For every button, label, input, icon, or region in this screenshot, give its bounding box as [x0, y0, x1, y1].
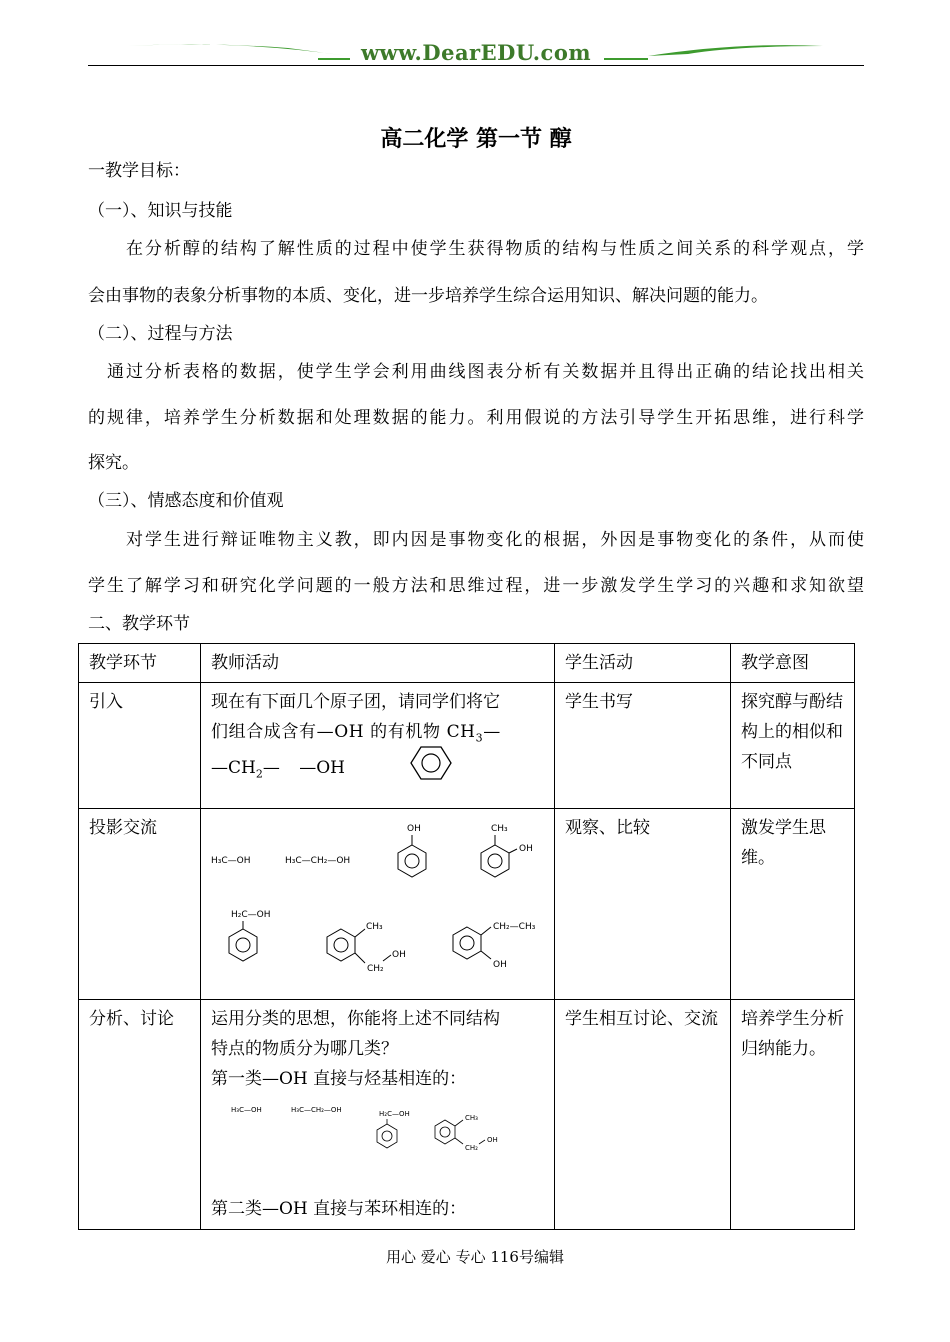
- ethyl-label: CH₂—CH₃: [493, 922, 536, 932]
- document-title: 高二化学 第一节 醇: [380, 126, 572, 152]
- process-para-line2: 的规律，培养学生分析数据和处理数据的能力。利用假说的方法引导学生开拓思维，进行科学: [88, 408, 864, 428]
- teacher-text-line: $—CH_2—$ —OH: [211, 753, 544, 791]
- cresol-ch3-label: CH₃: [491, 824, 508, 834]
- benzyl-label: H₂C—OH: [379, 1110, 410, 1118]
- emotion-heading: （三）、情感态度和价值观: [88, 491, 284, 511]
- ethylphenol-oh-label: OH: [493, 960, 507, 970]
- ch2-label: CH₂: [367, 964, 384, 974]
- teacher-text-line: 们组合成含有—OH 的有机物 $CH_3—$: [211, 722, 501, 745]
- page-footer: 用心 爱心 专心 116号编辑: [386, 1248, 564, 1266]
- knowledge-heading: （一）、知识与技能: [88, 201, 233, 221]
- oh-label: OH: [487, 1136, 498, 1144]
- methanol-label: H₃C—OH: [231, 1106, 262, 1114]
- table-header-cell: 教师活动: [201, 644, 555, 683]
- benzene-ring-icon: [409, 743, 453, 783]
- teacher-text-line: 第一类—OH 直接与烃基相连的：: [211, 1069, 467, 1089]
- ch2-label: CH₂: [465, 1144, 478, 1152]
- emotion-para-line2: 学生了解学习和研究化学问题的一般方法和思维过程，进一步激发学生学习的兴趣和求知欲望: [88, 576, 864, 596]
- intent-cell: 探究醇与酚结构上的相似和不同点: [731, 683, 855, 809]
- teacher-text-line: 现在有下面几个原子团，请同学们将它: [211, 692, 500, 712]
- emotion-para-line1: 对学生进行辩证唯物主义教，即内因是事物变化的根据，外因是事物变化的条件，从而使: [126, 530, 864, 550]
- page-header: [88, 38, 864, 68]
- student-cell: 学生相互讨论、交流: [555, 1000, 731, 1230]
- process-heading: （二）、过程与方法: [88, 324, 233, 344]
- knowledge-para-line1: 在分析醇的结构了解性质的过程中使学生获得物质的结构与性质之间关系的科学观点，学: [126, 239, 864, 259]
- first-class-structures: [211, 1094, 541, 1184]
- oh-label: OH: [392, 950, 406, 960]
- phenol-oh-label: OH: [407, 824, 421, 834]
- teacher-cell: [201, 809, 555, 1000]
- knowledge-para-line2: 会由事物的表象分析事物的本质、变化，进一步培养学生综合运用知识、解决问题的能力。: [88, 286, 768, 306]
- steps-heading: 二、教学环节: [88, 614, 190, 634]
- structure-diagram: [201, 809, 555, 989]
- teacher-cell: [201, 1000, 555, 1230]
- methyl-label: CH₃: [465, 1114, 478, 1122]
- methyl-label: CH₃: [366, 922, 383, 932]
- step-cell: 投影交流: [79, 809, 201, 1000]
- table-row: [79, 1000, 855, 1230]
- student-cell: 观察、比较: [555, 809, 731, 1000]
- process-para-line3: 探究。: [88, 453, 139, 473]
- table-row: [79, 683, 855, 809]
- cresol-oh-label: OH: [519, 844, 533, 854]
- header-logo[interactable]: www.DearEDU.com: [360, 40, 592, 65]
- benzyl-label: H₂C—OH: [231, 910, 271, 920]
- student-cell: 学生书写: [555, 683, 731, 809]
- table-header-row: [79, 644, 855, 683]
- table-header-cell: 教学意图: [731, 644, 855, 683]
- process-para-line1: 通过分析表格的数据，使学生学会利用曲线图表分析有关数据并且得出正确的结论找出相关: [107, 362, 864, 382]
- methanol-label: H₃C—OH: [211, 856, 251, 866]
- teaching-steps-table: [78, 643, 855, 1230]
- goals-heading: 一教学目标：: [88, 161, 190, 181]
- intent-cell: 激发学生思维。: [731, 809, 855, 1000]
- table-row: [79, 809, 855, 1000]
- ethanol-label: H₃C—CH₂—OH: [285, 856, 351, 866]
- step-cell: 分析、讨论: [79, 1000, 201, 1230]
- teacher-cell: [201, 683, 555, 809]
- teacher-text-line: 第二类—OH 直接与苯环相连的：: [211, 1199, 467, 1219]
- teacher-text-line: 特点的物质分为哪几类？: [211, 1039, 398, 1059]
- step-cell: 引入: [79, 683, 201, 809]
- ethanol-label: H₃C—CH₂—OH: [291, 1106, 342, 1114]
- header-rule: [88, 65, 864, 66]
- table-header-cell: 教学环节: [79, 644, 201, 683]
- intent-cell: 培养学生分析归纳能力。: [731, 1000, 855, 1230]
- teacher-text-line: 运用分类的思想，你能将上述不同结构: [211, 1009, 500, 1029]
- table-header-cell: 学生活动: [555, 644, 731, 683]
